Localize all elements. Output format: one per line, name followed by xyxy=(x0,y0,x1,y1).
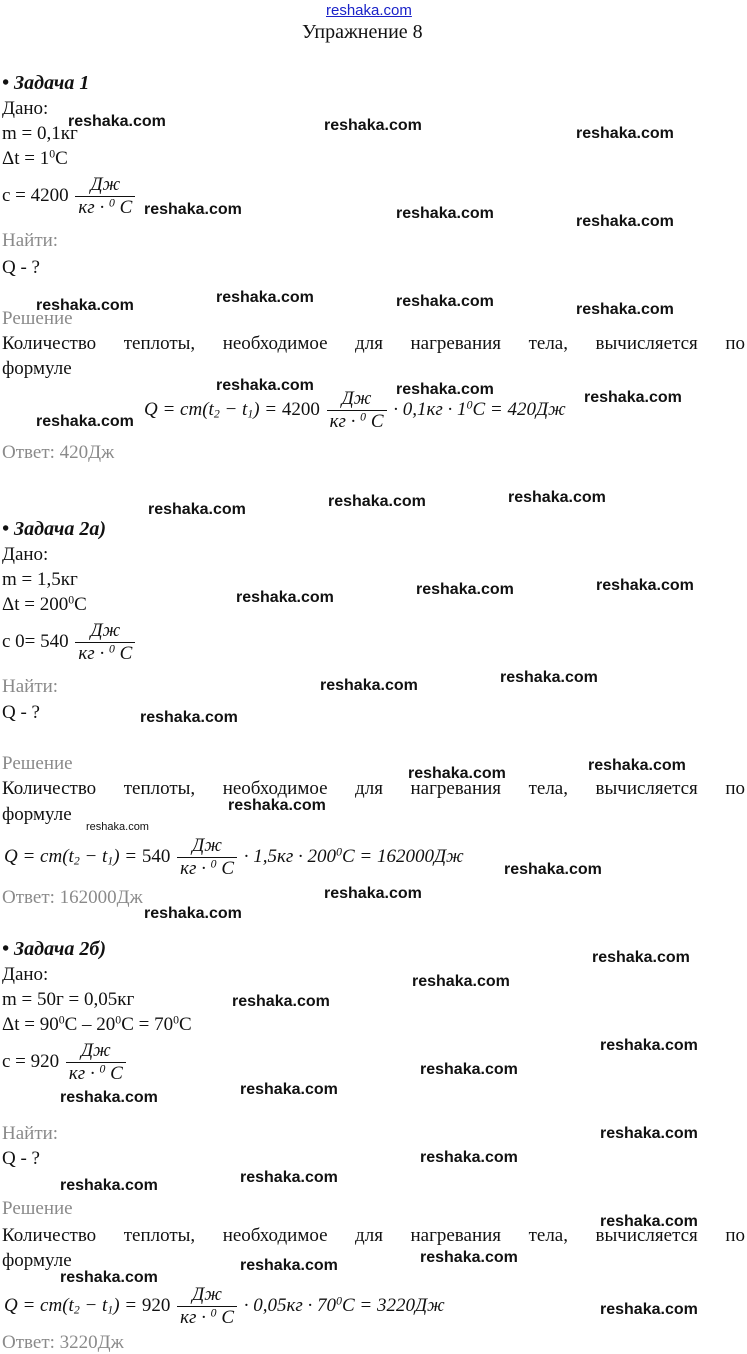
task2a-solution-label: Решение xyxy=(2,753,73,774)
watermark: reshaka.com xyxy=(144,201,242,218)
task2a-mass: m = 1,5кг xyxy=(2,569,78,590)
watermark: reshaka.com xyxy=(396,381,494,398)
task2a-find-label: Найти: xyxy=(2,676,59,697)
task1-unknown: Q - ? xyxy=(2,257,40,278)
watermark: reshaka.com xyxy=(588,757,686,774)
task2b-find-label: Найти: xyxy=(2,1123,59,1144)
task1-answer: Ответ: 420Дж xyxy=(2,442,115,463)
watermark: reshaka.com xyxy=(68,113,166,130)
watermark: reshaka.com xyxy=(324,117,422,134)
task2b-solution-label: Решение xyxy=(2,1198,73,1219)
task1-text: Количество теплоты, необходимое для нагревания тела, вычисляется по xyxy=(2,333,745,354)
task2b-mass: m = 50г = 0,05кг xyxy=(2,989,135,1010)
task1-specific-heat: c = 4200 $\frac{Дж}{кг \cdot ^0 C}$ xyxy=(2,174,137,220)
watermark: reshaka.com xyxy=(576,301,674,318)
watermark: reshaka.com xyxy=(60,1177,158,1194)
task1-solution-label: Решение xyxy=(2,308,73,329)
watermark: reshaka.com xyxy=(600,1037,698,1054)
watermark: reshaka.com xyxy=(144,905,242,922)
task1-delta-t: $\Delta t = 1^0C$ xyxy=(2,147,68,169)
task2b-answer: Ответ: 3220Дж xyxy=(2,1332,124,1353)
page-title: Упражнение 8 xyxy=(302,21,423,43)
task2b-formula: $Q = cm(t_2 - t_1) = 920$ $\frac{Дж}{кг \cdot ^0 C}$ · $0,05кг \cdot 70^0C = 3220Дж$ xyxy=(4,1284,445,1328)
task1-mass: m = 0,1кг xyxy=(2,123,78,144)
watermark: reshaka.com xyxy=(600,1125,698,1142)
watermark: reshaka.com xyxy=(600,1301,698,1318)
watermark: reshaka.com xyxy=(140,709,238,726)
watermark: reshaka.com xyxy=(500,669,598,686)
task1-text-formula-word: формуле xyxy=(2,358,72,379)
task2a-delta-t: $\Delta t = 200^0C$ xyxy=(2,593,87,615)
watermark: reshaka.com xyxy=(320,677,418,694)
watermark: reshaka.com xyxy=(328,493,426,510)
task1-find-label: Найти: xyxy=(2,230,59,251)
watermark: reshaka.com xyxy=(396,293,494,310)
task2b-specific-heat: c = 920 $\frac{Дж}{кг \cdot ^0 C}$ xyxy=(2,1040,128,1086)
watermark: reshaka.com xyxy=(324,885,422,902)
task2b-delta-t: $\Delta t = 90^0C - 20^0C = 70^0C$ xyxy=(2,1013,192,1035)
task2a-formula: $Q = cm(t_2 - t_1) = 540$ $\frac{Дж}{кг \cdot ^0 C}$ · $1,5кг \cdot 200^0C = 162000Дж$ xyxy=(4,835,464,879)
task2a-specific-heat: c 0= 540 $\frac{Дж}{кг \cdot ^0 C}$ xyxy=(2,620,137,666)
watermark: reshaka.com xyxy=(236,589,334,606)
task2b-text-formula-word: формуле xyxy=(2,1250,72,1271)
task2b-heading: • Задача 2б) xyxy=(2,938,106,960)
watermark: reshaka.com xyxy=(408,765,506,782)
task1-heading: • Задача 1 xyxy=(2,72,90,94)
watermark: reshaka.com xyxy=(420,1149,518,1166)
watermark: reshaka.com xyxy=(504,861,602,878)
task2b-given-label: Дано: xyxy=(2,964,49,985)
site-link[interactable]: reshaka.com xyxy=(326,2,412,19)
watermark-small: reshaka.com xyxy=(86,821,149,833)
watermark: reshaka.com xyxy=(232,993,330,1010)
watermark: reshaka.com xyxy=(240,1169,338,1186)
task2a-unknown: Q - ? xyxy=(2,702,40,723)
watermark: reshaka.com xyxy=(420,1061,518,1078)
task2a-heading: • Задача 2а) xyxy=(2,518,106,540)
watermark: reshaka.com xyxy=(416,581,514,598)
task2a-text-formula-word: формуле xyxy=(2,804,72,825)
watermark: reshaka.com xyxy=(576,125,674,142)
task1-unit-fraction: $\frac{Дж}{кг \cdot ^0 C}$ xyxy=(75,174,135,220)
watermark: reshaka.com xyxy=(420,1249,518,1266)
watermark: reshaka.com xyxy=(36,297,134,314)
watermark: reshaka.com xyxy=(60,1089,158,1106)
watermark: reshaka.com xyxy=(412,973,510,990)
task2a-answer: Ответ: 162000Дж xyxy=(2,887,143,908)
watermark: reshaka.com xyxy=(216,289,314,306)
watermark: reshaka.com xyxy=(240,1257,338,1274)
task2a-given-label: Дано: xyxy=(2,544,49,565)
watermark: reshaka.com xyxy=(596,577,694,594)
watermark: reshaka.com xyxy=(60,1269,158,1286)
watermark: reshaka.com xyxy=(228,797,326,814)
watermark: reshaka.com xyxy=(396,205,494,222)
watermark: reshaka.com xyxy=(600,1213,698,1230)
task2b-text: Количество теплоты, необходимое для нагревания тела, вычисляется по xyxy=(2,1225,745,1246)
task2b-unknown: Q - ? xyxy=(2,1148,40,1169)
watermark: reshaka.com xyxy=(508,489,606,506)
watermark: reshaka.com xyxy=(148,501,246,518)
watermark: reshaka.com xyxy=(36,413,134,430)
task1-given-label: Дано: xyxy=(2,98,49,119)
watermark: reshaka.com xyxy=(216,377,314,394)
task2a-text: Количество теплоты, необходимое для нагревания тела, вычисляется по xyxy=(2,778,745,799)
task1-formula: $Q = cm(t_2 - t_1) = 4200$ $\frac{Дж}{кг \cdot ^0 C}$ · $0,1кг \cdot 1^0C = 420Дж$ xyxy=(144,388,566,432)
watermark: reshaka.com xyxy=(584,389,682,406)
watermark: reshaka.com xyxy=(576,213,674,230)
watermark: reshaka.com xyxy=(592,949,690,966)
watermark: reshaka.com xyxy=(240,1081,338,1098)
